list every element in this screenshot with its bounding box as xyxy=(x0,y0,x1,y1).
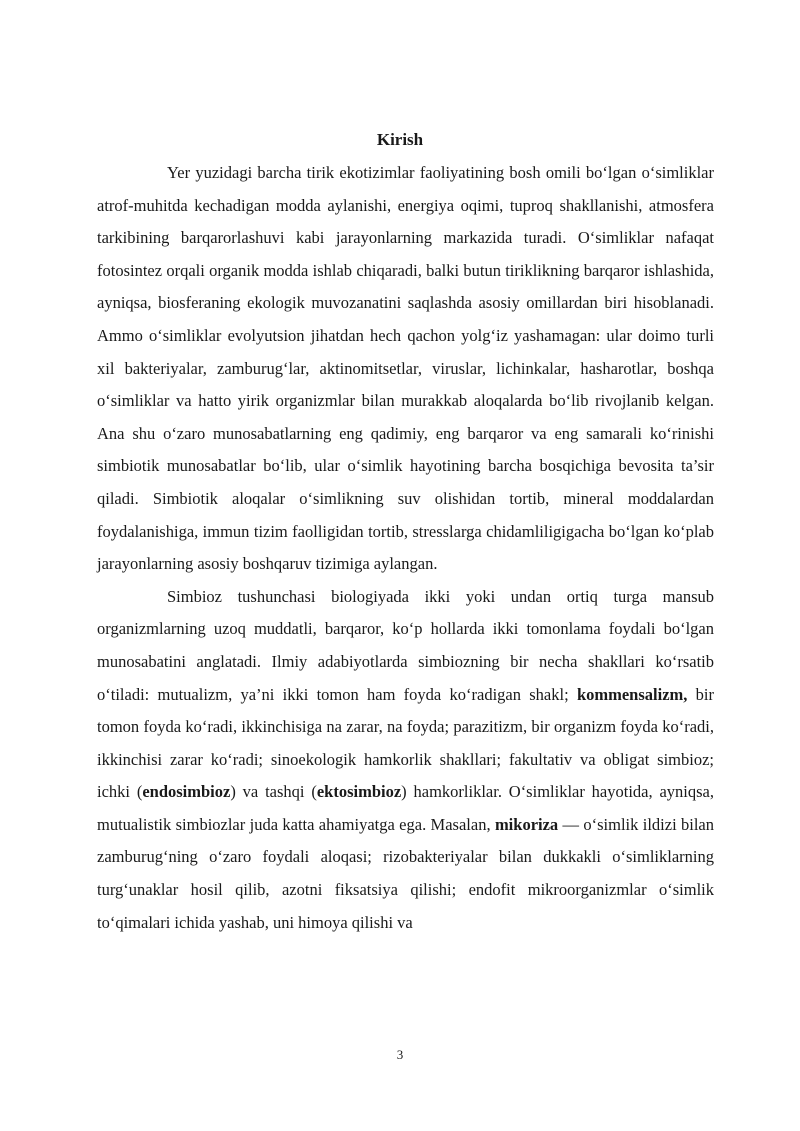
paragraph-2-text-3: ) va tashqi ( xyxy=(230,782,317,802)
paragraph-2 xyxy=(97,581,714,940)
page-number: 3 xyxy=(396,1047,404,1062)
paragraph-2-text-1: Simbioz tushunchasi biologiyada ikki yoki undan ortiq turga mansub organizmlarning uzoq muddatli, barqaror, ko‘p hollarda ikki tomonlama foydali bo‘lgan munosabatini anglatadi. Ilmiy adabiyotlarda simbiozning bir necha shakllari ko‘rsatib o‘tiladi: mutualizm, ya’ni ikki tomon ham foyda ko‘radigan shakl; xyxy=(97,586,714,704)
paragraph-1: Yer yuzidagi barcha tirik ekotizimlar faoliyatining bosh omili bo‘lgan o‘simliklar atrof-muhitda kechadigan modda aylanishi, energiya oqimi, tuproq shakllanishi, atmosfera tarkibining barqarorlashuvi kabi jarayonlarning markazida turadi. O‘simliklar nafaqat fotosintez orqali organik modda ishlab chiqaradi, balki butun tiriklikning barqaror ishlashida, ayniqsa, biosferaning ekologik muvozanatini saqlashda asosiy omillardan biri hisoblanadi. Ammo o‘simliklar evolyutsion jihatdan hech qachon yolg‘iz yashamagan: ular doimo turli xil bakteriyalar, zamburug‘lar, aktinomitsetlar, viruslar, lichinkalar, hasharotlar, boshqa o‘simliklar va hatto yirik organizmlar bilan murakkab aloqalarda bo‘lib rivojlanib kelgan. Ana shu o‘zaro munosabatlarning eng qadimiy, eng barqaror va eng samarali ko‘rinishi simbiotik munosabatlar bo‘lib, ular o‘simlik hayotining barcha bosqichiga bevosita ta’sir qiladi. Simbiotik aloqalar o‘simlikning suv olishidan tortib, mineral moddalardan foydalanishiga, immun tizim faolligidan tortib, stresslarga chidamliligigacha bo‘lgan ko‘plab jarayonlarning asosiy boshqaruv tizimiga aylangan. xyxy=(97,163,714,574)
paragraph-2-text-2: bir tomon foyda ko‘radi, ikkinchisiga na zarar, na foyda; parazitizm, bir organizm foyda ko‘radi, ikkinchisi zarar ko‘radi; sinoekologik hamkorlik shakllari; fakultativ va obligat simbioz; ichki ( xyxy=(97,684,714,802)
term-mikoriza: mikoriza xyxy=(494,814,559,834)
body-text xyxy=(97,157,714,939)
paragraph-2-text-4: ) hamkorliklar. O‘simliklar hayotida, ayniqsa, mutualistik simbiozlar juda katta ahamiyatga ega. Masalan, xyxy=(97,782,714,834)
term-endosimbioz: endosimbioz xyxy=(142,782,231,802)
paragraph-2-text-5: — o‘simlik ildizi bilan zamburug‘ning o‘zaro foydali aloqasi; rizobakteriyalar bilan dukkakli o‘simliklarning turg‘unaklar hosil qilib, azotni fiksatsiya qilishi; endofit mikroorganizmlar o‘simlik to‘qimalari ichida yashab, uni himoya qilishi va xyxy=(97,814,715,932)
term-kommensalizm: kommensalizm, xyxy=(576,684,688,704)
term-ektosimbioz: ektosimbioz xyxy=(316,782,402,802)
section-title: Kirish xyxy=(376,130,424,149)
